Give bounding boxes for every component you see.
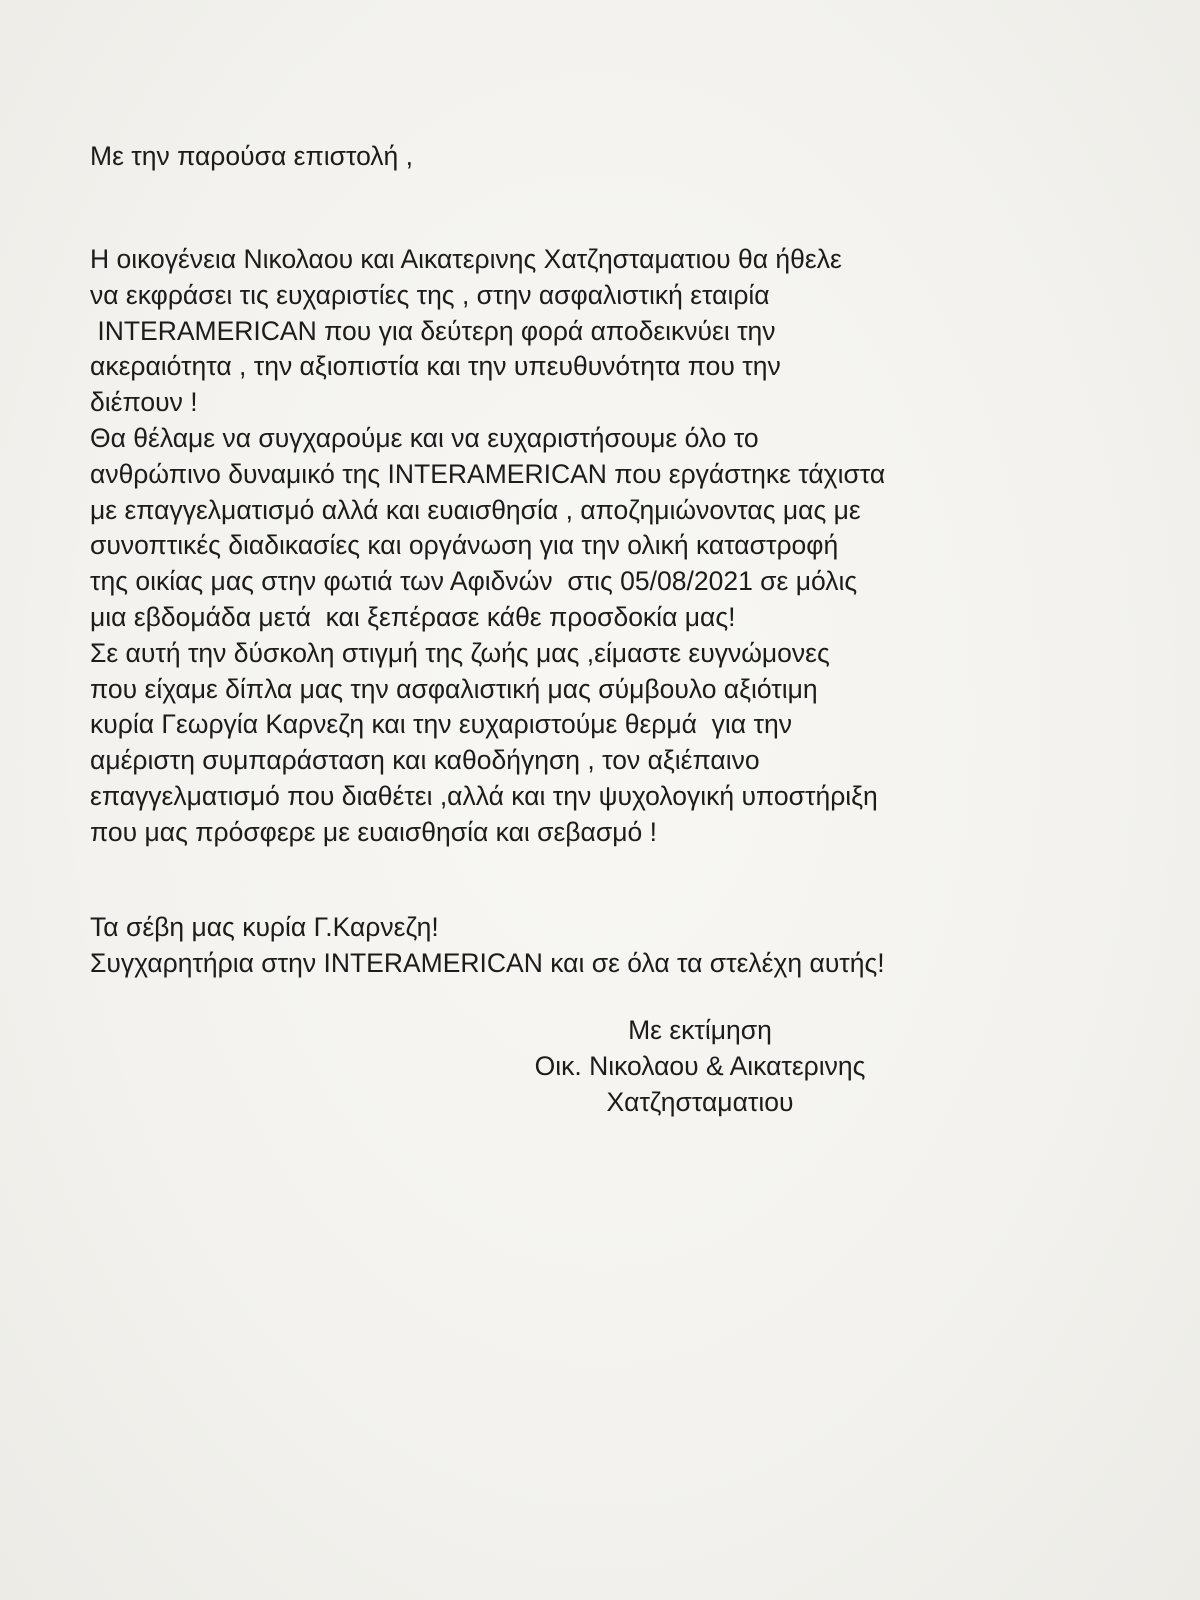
body-line: ανθρώπινο δυναμικό της INTERAMERICAN που εργάστηκε τάχιστα (90, 458, 886, 489)
body-line: ακεραιότητα , την αξιοπιστία και την υπευθυνότητα που την (90, 351, 781, 382)
signature-line: Οικ. Νικολαου & Αικατερινης (534, 1050, 866, 1081)
letter-salutation: Με την παρούσα επιστολή , (90, 141, 414, 171)
closing-line: Συγχαρητήρια στην INTERAMERICAN και σε όλα τα στελέχη αυτής! (90, 947, 885, 978)
body-line: Θα θέλαμε να συγχαρούμε και να ευχαριστήσουμε όλο το (90, 422, 759, 453)
body-line: με επαγγελματισμό αλλά και ευαισθησία , αποζημιώνοντας μας με (90, 494, 861, 525)
letter-signature (470, 1013, 930, 1120)
body-line: μια εβδομάδα μετά και ξεπέρασε κάθε προσδοκία μας! (90, 601, 736, 632)
body-line: διέπουν ! (90, 387, 198, 418)
body-line: Σε αυτή την δύσκολη στιγμή της ζωής μας ,είμαστε ευγνώμονες (90, 637, 830, 668)
signature-line: Με εκτίμηση (628, 1015, 772, 1045)
body-line: κυρία Γεωργία Καρνεζη και την ευχαριστούμε θερμά για την (90, 709, 792, 740)
body-line: Η οικογένεια Νικολαου και Αικατερινης Χατζησταματιου θα ήθελε (90, 244, 842, 274)
letter-body (90, 242, 885, 851)
body-line: αμέριστη συμπαράσταση και καθοδήγηση , τον αξιέπαινο (90, 745, 760, 776)
body-line: που μας πρόσφερε με ευαισθησία και σεβασμό ! (90, 816, 657, 847)
body-line: INTERAMERICAN που για δεύτερη φορά αποδεικνύει την (90, 315, 776, 346)
body-line: συνοπτικές διαδικασίες και οργάνωση για την ολική καταστροφή (90, 530, 839, 561)
signature-line: Χατζησταματιου (606, 1086, 794, 1117)
body-line: που είχαμε δίπλα μας την ασφαλιστική μας σύμβουλο αξιότιμη (90, 673, 818, 704)
body-line: επαγγελματισμό που διαθέτει ,αλλά και την ψυχολογική υποστήριξη (90, 780, 878, 811)
closing-line: Τα σέβη μας κυρία Γ.Καρνεζη! (90, 912, 439, 942)
body-line: της οικίας μας στην φωτιά των Αφιδνών στις 05/08/2021 σε μόλις (90, 566, 858, 597)
letter-closing (90, 910, 885, 982)
body-line: να εκφράσει τις ευχαριστίες της , στην ασφαλιστική εταιρία (90, 279, 770, 310)
